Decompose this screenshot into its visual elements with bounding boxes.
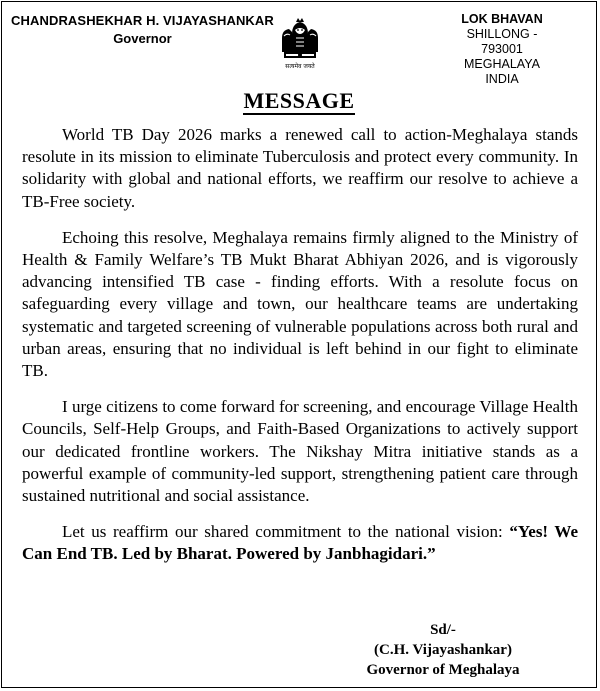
signature-block <box>358 620 528 680</box>
signatory-name: (C.H. Vijayashankar) <box>374 642 512 658</box>
address-line-4: INDIA <box>485 72 519 86</box>
signature-sd: Sd/- <box>430 622 456 638</box>
sender-name: CHANDRASHEKHAR H. VIJAYASHANKAR <box>11 13 274 28</box>
message-body <box>22 124 578 570</box>
address-block <box>444 12 560 87</box>
address-line-3: MEGHALAYA <box>464 57 540 71</box>
letter-page <box>1 1 597 688</box>
paragraph-1: World TB Day 2026 marks a renewed call to action-Meghalaya stands resolute in its mission to eliminate Tuberculosis and protect every community. In solidarity with global and national efforts, we reaffirm our resolve to achieve a TB-Free society. <box>22 125 578 211</box>
sender-role: Governor <box>113 31 172 46</box>
paragraph-3: I urge citizens to come forward for screening, and encourage Village Health Councils, Self-Help Groups, and Faith-Based Organizations to actively support our dedicated frontline workers. The Nikshay Mitra initiative stands as a powerful example of community-led support, strengthening patient care through sustained nutritional and social assistance. <box>22 397 578 506</box>
paragraph-4 <box>22 521 578 565</box>
page-title <box>2 88 596 114</box>
paragraph-2: Echoing this resolve, Meghalaya remains firmly aligned to the Ministry of Health & Family Welfare’s TB Mukt Bharat Abhiyan 2026, and is vigorously advancing intensified TB case - finding efforts. With a resolute focus on safeguarding every village and town, our healthcare teams are undertaking systematic and targeted screening of vulnerable populations across both rural and urban areas, ensuring that no individual is left behind in our fight to eliminate TB. <box>22 227 578 381</box>
emblem-caption: सत्यमेव जयते <box>285 63 315 70</box>
state-emblem-icon <box>272 8 328 78</box>
address-line-1: LOK BHAVAN <box>461 12 543 26</box>
national-vision-quote: “Yes! We Can End TB. Led by Bharat. Powered by Janbhagidari.” <box>22 522 579 564</box>
address-line-2: SHILLONG - 793001 <box>466 27 538 56</box>
paragraph-4-lead: Let us reaffirm our shared commitment to the national vision: <box>62 522 510 542</box>
letterhead <box>2 2 596 92</box>
signatory-designation: Governor of Meghalaya <box>366 662 520 678</box>
sender-block <box>11 12 274 47</box>
title-text: MESSAGE <box>243 88 355 113</box>
